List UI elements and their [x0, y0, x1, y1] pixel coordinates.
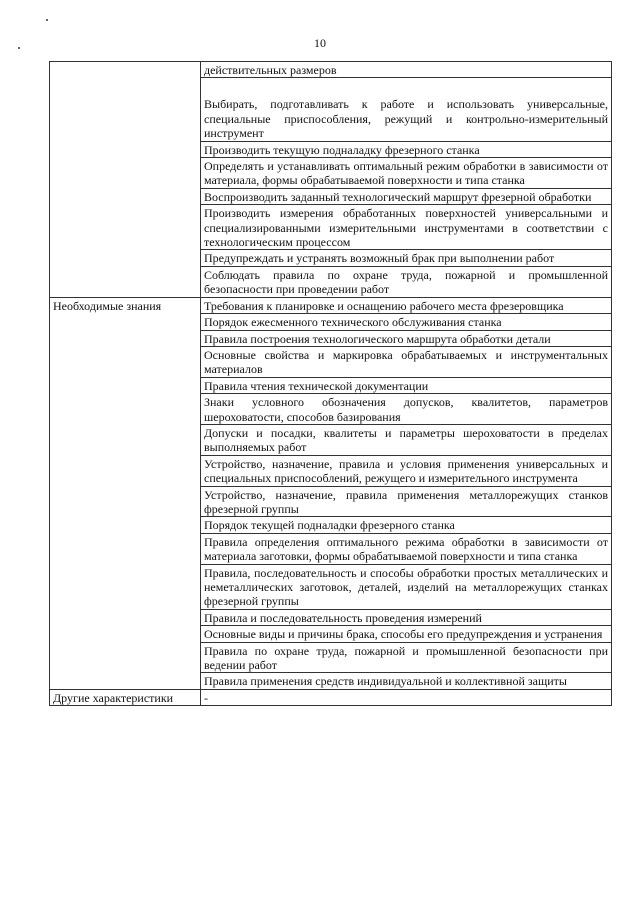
- requirement-cell: Устройство, назначение, правила применения металлорежущих станков фрезерной группы: [201, 486, 612, 517]
- requirement-cell: Устройство, назначение, правила и условия применения универсальных и специальных приспособлений, режущего и измерительного инструмента: [201, 455, 612, 486]
- requirement-cell: Правила и последовательность проведения измерений: [201, 609, 612, 625]
- section-label: [50, 62, 201, 298]
- requirement-cell: Выбирать, подготавливать к работе и использовать универсальные, специальные приспособления, режущий и контрольно-измерительный инструмент: [201, 78, 612, 141]
- requirement-cell: действительных размеров: [201, 62, 612, 78]
- requirement-cell: Предупреждать и устранять возможный брак при выполнении работ: [201, 250, 612, 266]
- requirement-cell: Правила применения средств индивидуальной и коллективной защиты: [201, 673, 612, 689]
- requirement-cell: Основные виды и причины брака, способы его предупреждения и устранения: [201, 626, 612, 642]
- requirement-cell: -: [201, 689, 612, 705]
- requirement-cell: Порядок текущей подналадки фрезерного станка: [201, 517, 612, 533]
- table-row: [50, 689, 612, 705]
- scan-speck: [46, 19, 48, 21]
- requirement-cell: Правила чтения технической документации: [201, 377, 612, 393]
- requirement-cell: Правила, последовательность и способы обработки простых металлических и неметаллических заготовок, деталей, изделий на металлорежущих станках фрезерной группы: [201, 564, 612, 609]
- requirement-cell: Производить измерения обработанных поверхностей универсальными и специализированными измерительными инструментами в соответствии с технологическим процессом: [201, 205, 612, 250]
- section-label: Другие характеристики: [50, 689, 201, 705]
- requirement-cell: Допуски и посадки, квалитеты и параметры шероховатости в пределах выполняемых работ: [201, 424, 612, 455]
- section-label: Необходимые знания: [50, 297, 201, 689]
- table-row: [50, 297, 612, 313]
- requirement-cell: Знаки условного обозначения допусков, квалитетов, параметров шероховатости, способов базирования: [201, 394, 612, 425]
- requirement-cell: Соблюдать правила по охране труда, пожарной и промышленной безопасности при проведении работ: [201, 266, 612, 297]
- requirement-cell: Производить текущую подналадку фрезерного станка: [201, 141, 612, 157]
- table-row: [50, 62, 612, 78]
- requirement-cell: Правила построения технологического маршрута обработки детали: [201, 330, 612, 346]
- requirement-cell: Правила определения оптимального режима обработки в зависимости от материала заготовки, формы обрабатываемой поверхности и типа станка: [201, 533, 612, 564]
- requirement-cell: Определять и устанавливать оптимальный режим обработки в зависимости от материала, формы обрабатываемой поверхности и типа станка: [201, 158, 612, 189]
- requirement-cell: Основные свойства и маркировка обрабатываемых и инструментальных материалов: [201, 346, 612, 377]
- requirement-cell: Порядок ежесменного технического обслуживания станка: [201, 314, 612, 330]
- requirement-cell: Требования к планировке и оснащению рабочего места фрезеровщика: [201, 297, 612, 313]
- requirement-cell: Воспроизводить заданный технологический маршрут фрезерной обработки: [201, 188, 612, 204]
- page-number: 10: [314, 36, 326, 50]
- competency-table: [49, 61, 612, 706]
- requirement-cell: Правила по охране труда, пожарной и промышленной безопасности при ведении работ: [201, 642, 612, 673]
